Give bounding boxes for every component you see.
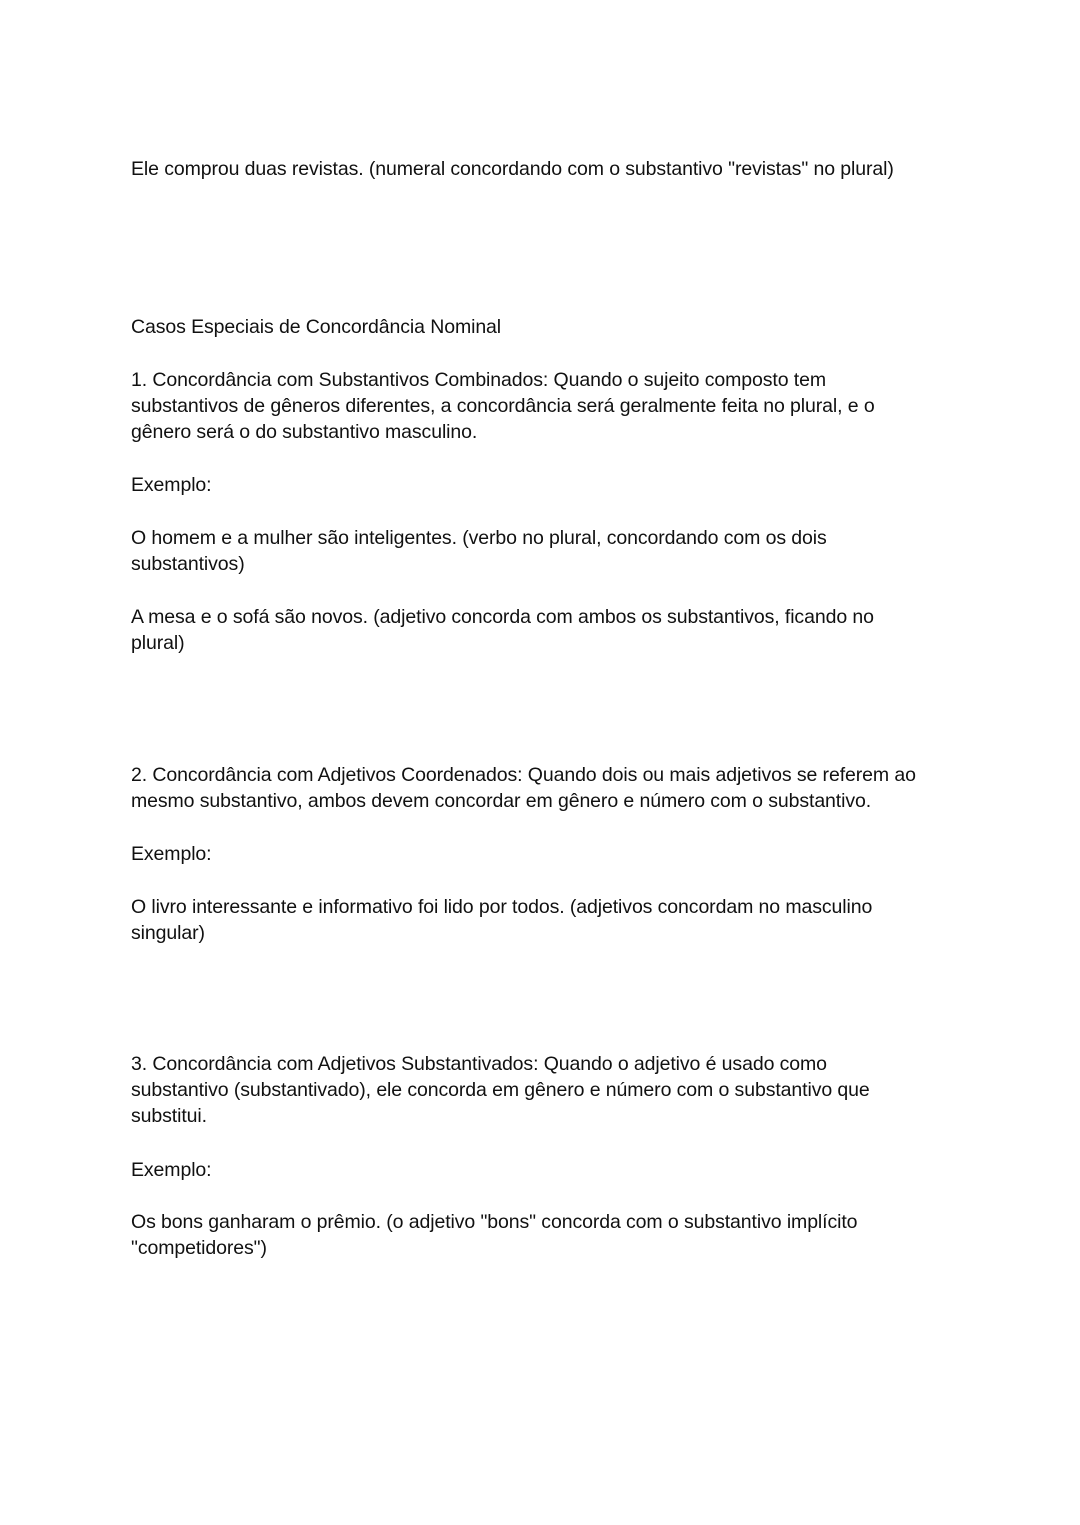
case-3-example-label: Exemplo: xyxy=(131,1159,212,1181)
case-1-description-line: 1. Concordância com Substantivos Combinados: Quando o sujeito composto tem xyxy=(131,369,826,391)
case-2-example-1-line: singular) xyxy=(131,922,205,944)
case-2-description-line: mesmo substantivo, ambos devem concordar em gênero e número com o substantivo. xyxy=(131,790,872,812)
case-1-example-2-line: A mesa e o sofá são novos. (adjetivo concorda com ambos os substantivos, ficando no xyxy=(131,606,874,628)
case-2-example-1-line: O livro interessante e informativo foi lido por todos. (adjetivos concordam no masculino xyxy=(131,896,873,918)
intro-example-text: Ele comprou duas revistas. (numeral concordando com o substantivo "revistas" no plural) xyxy=(131,158,894,180)
case-1-example-1-line: O homem e a mulher são inteligentes. (verbo no plural, concordando com os dois xyxy=(131,527,827,549)
case-2-example-label: Exemplo: xyxy=(131,843,212,865)
case-1-description-line: substantivos de gêneros diferentes, a concordância será geralmente feita no plural, e o xyxy=(131,395,875,417)
case-2-description-line: 2. Concordância com Adjetivos Coordenados: Quando dois ou mais adjetivos se referem ao xyxy=(131,764,916,786)
case-3-example-1-line: "competidores") xyxy=(131,1237,267,1259)
case-1-example-2-line: plural) xyxy=(131,632,185,654)
case-3-example-1-line: Os bons ganharam o prêmio. (o adjetivo "bons" concorda com o substantivo implícito xyxy=(131,1211,858,1233)
section-title: Casos Especiais de Concordância Nominal xyxy=(131,316,502,338)
case-3-description-line: substitui. xyxy=(131,1105,207,1127)
case-1-example-label: Exemplo: xyxy=(131,474,212,496)
case-1-description-line: gênero será o do substantivo masculino. xyxy=(131,421,478,443)
case-3-description-line: substantivo (substantivado), ele concorda em gênero e número com o substantivo que xyxy=(131,1079,870,1101)
case-1-example-1-line: substantivos) xyxy=(131,553,245,575)
case-3-description-line: 3. Concordância com Adjetivos Substantivados: Quando o adjetivo é usado como xyxy=(131,1053,827,1075)
